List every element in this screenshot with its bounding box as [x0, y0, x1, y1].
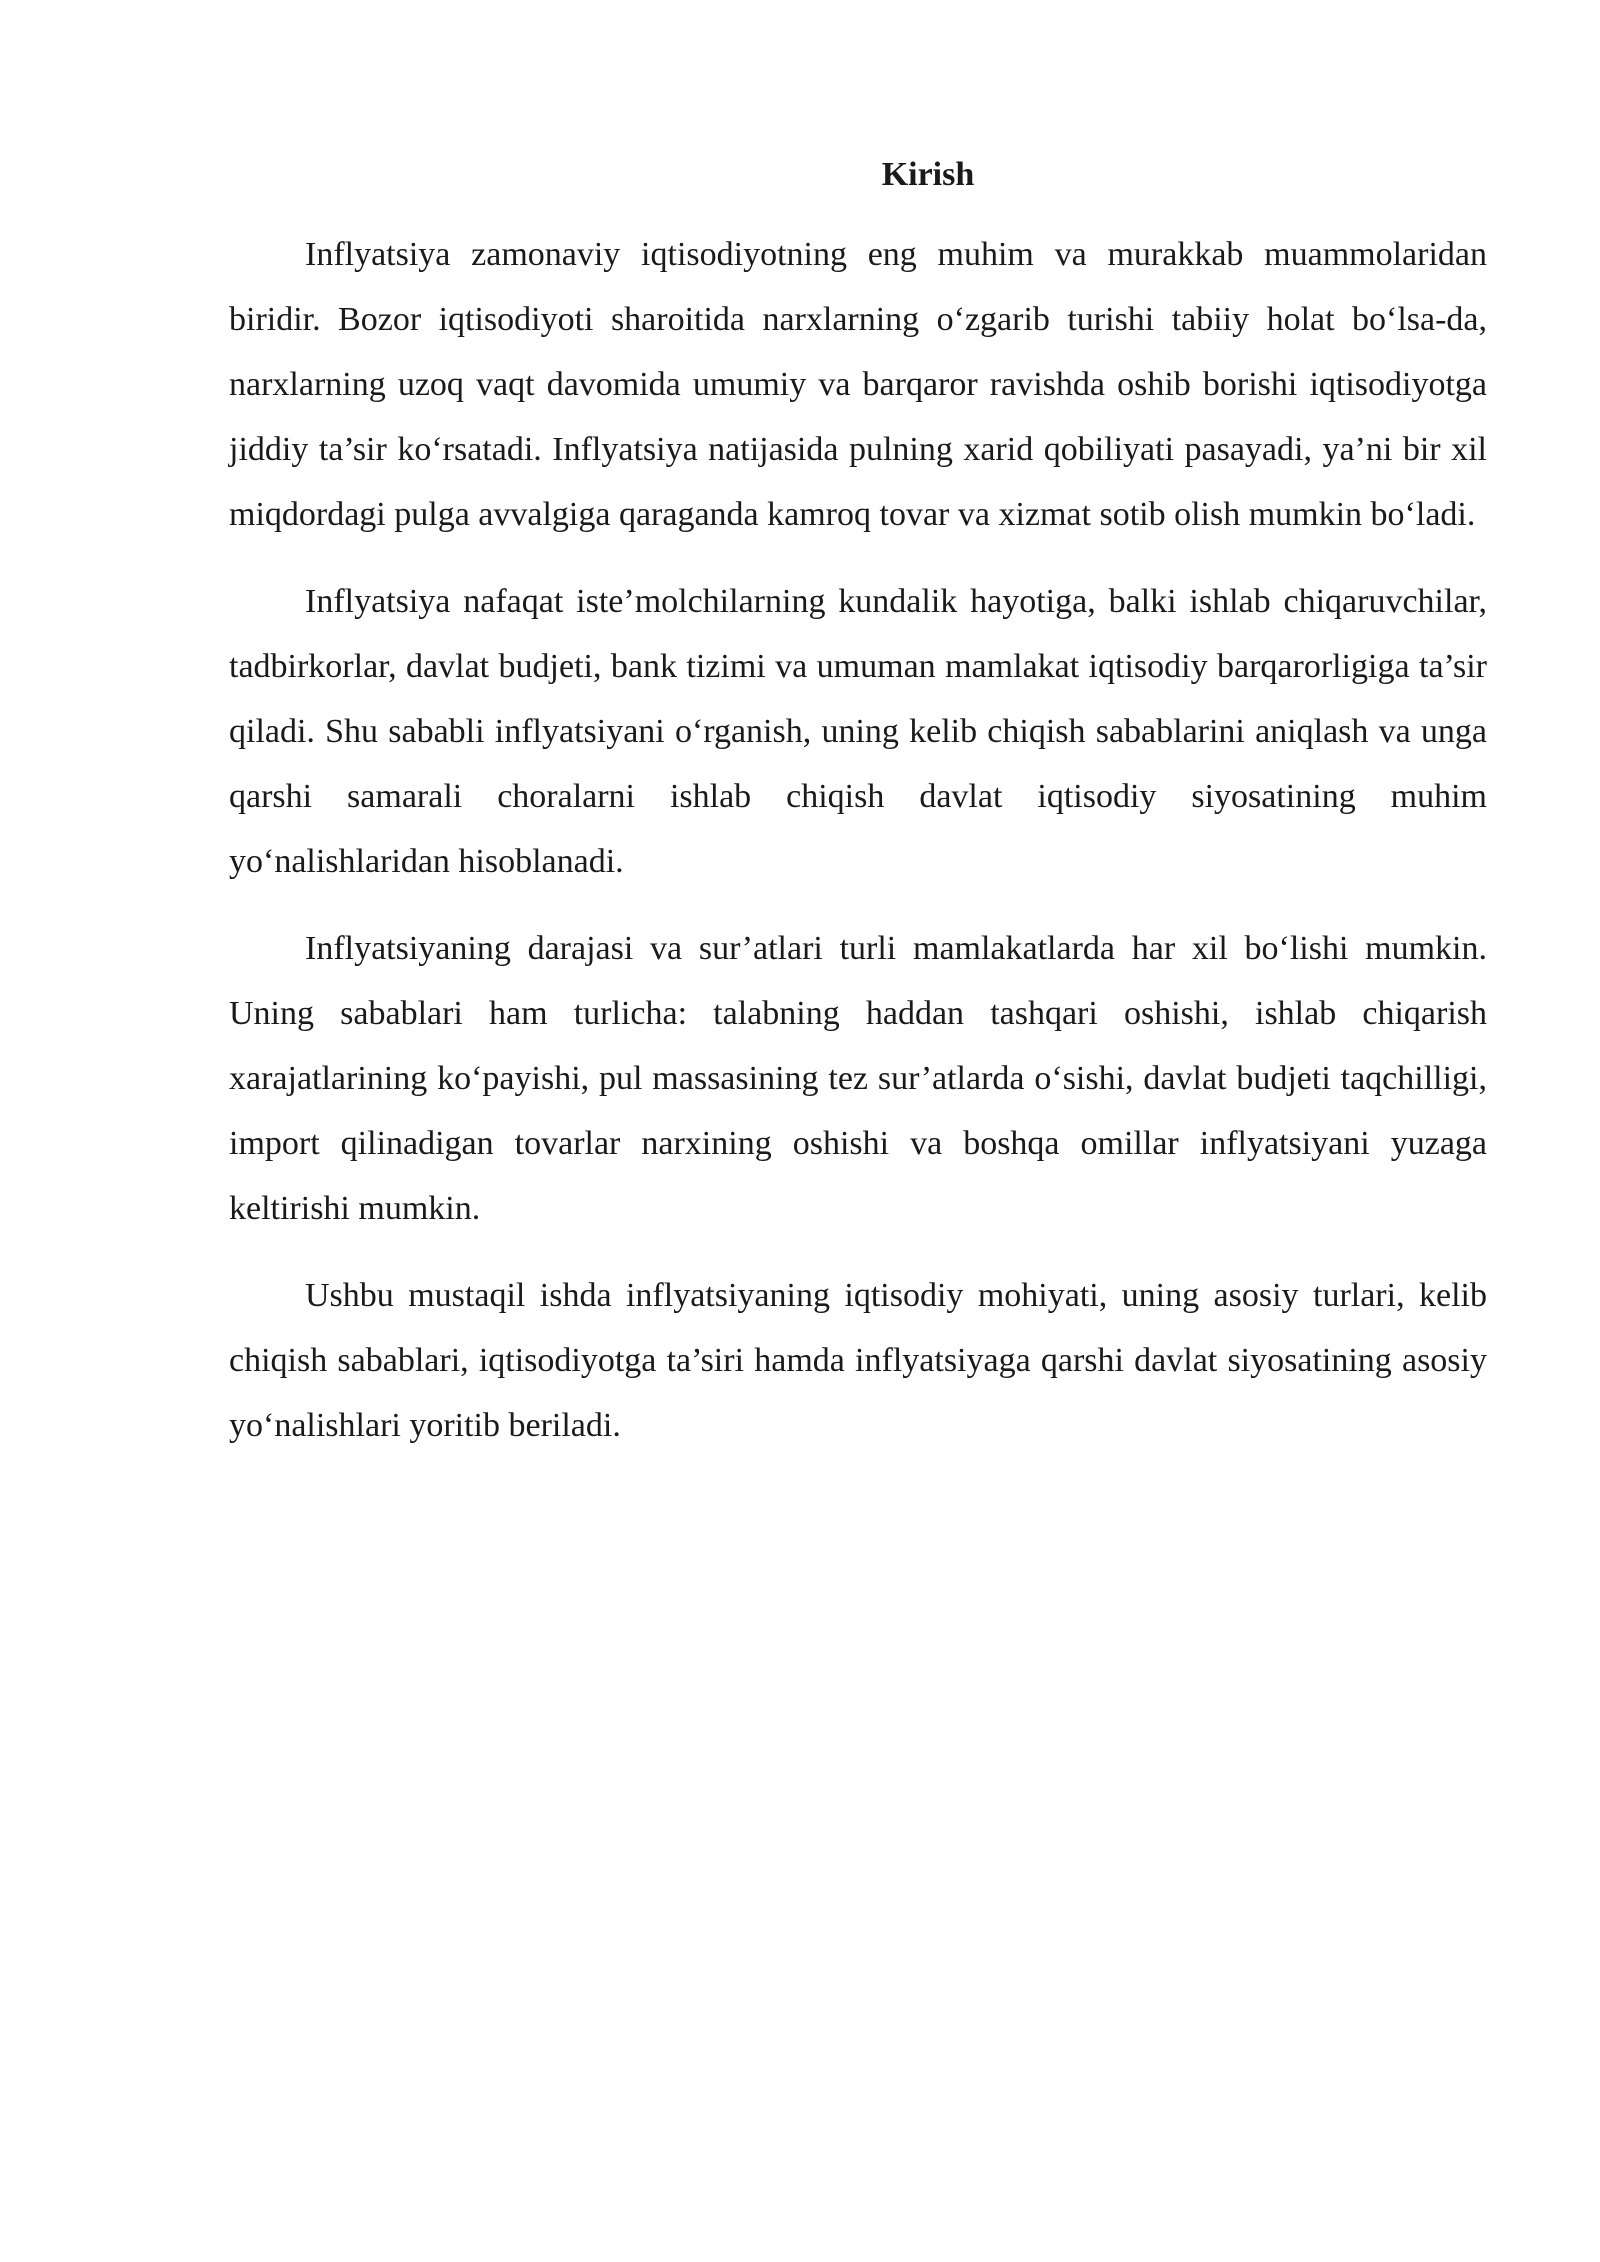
- paragraph-3: Inflyatsiyaning darajasi va sur’atlari turli mamlakatlarda har xil bo‘lishi mumkin. Uning sabablari ham turlicha: talabning haddan tashqari oshishi, ishlab chiqarish xarajatlarining ko‘payishi, pul massasining tez sur’atlarda o‘sishi, davlat budjeti taqchilligi, import qilinadigan tovarlar narxining oshishi va boshqa omillar inflyatsiyani yuzaga keltirishi mumkin.: [229, 930, 1487, 1227]
- paragraph-1: Inflyatsiya zamonaviy iqtisodiyotning eng muhim va murakkab muammolaridan biridir. Bozor iqtisodiyoti sharoitida narxlarning o‘zgarib turishi tabiiy holat bo‘lsa-da, narxlarning uzoq vaqt davomida umumiy va barqaror ravishda oshib borishi iqtisodiyotga jiddiy ta’sir ko‘rsatadi. Inflyatsiya natijasida pulning xarid qobiliyati pasayadi, ya’ni bir xil miqdordagi pulga avvalgiga qaraganda kamroq tovar va xizmat sotib olish mumkin bo‘ladi.: [229, 236, 1487, 533]
- document-body: [229, 150, 1487, 1480]
- paragraph-2: Inflyatsiya nafaqat iste’molchilarning kundalik hayotiga, balki ishlab chiqaruvchilar, tadbirkorlar, davlat budjeti, bank tizimi va umuman mamlakat iqtisodiy barqarorligiga ta’sir qiladi. Shu sababli inflyatsiyani o‘rganish, uning kelib chiqish sabablarini aniqlash va unga qarshi samarali choralarni ishlab chiqish davlat iqtisodiy siyosatining muhim yo‘nalishlaridan hisoblanadi.: [229, 583, 1487, 880]
- page-title: Kirish: [881, 156, 975, 193]
- paragraph-4: Ushbu mustaqil ishda inflyatsiyaning iqtisodiy mohiyati, uning asosiy turlari, kelib chiqish sabablari, iqtisodiyotga ta’siri hamda inflyatsiyaga qarshi davlat siyosatining asosiy yo‘nalishlari yoritib beriladi.: [229, 1277, 1487, 1444]
